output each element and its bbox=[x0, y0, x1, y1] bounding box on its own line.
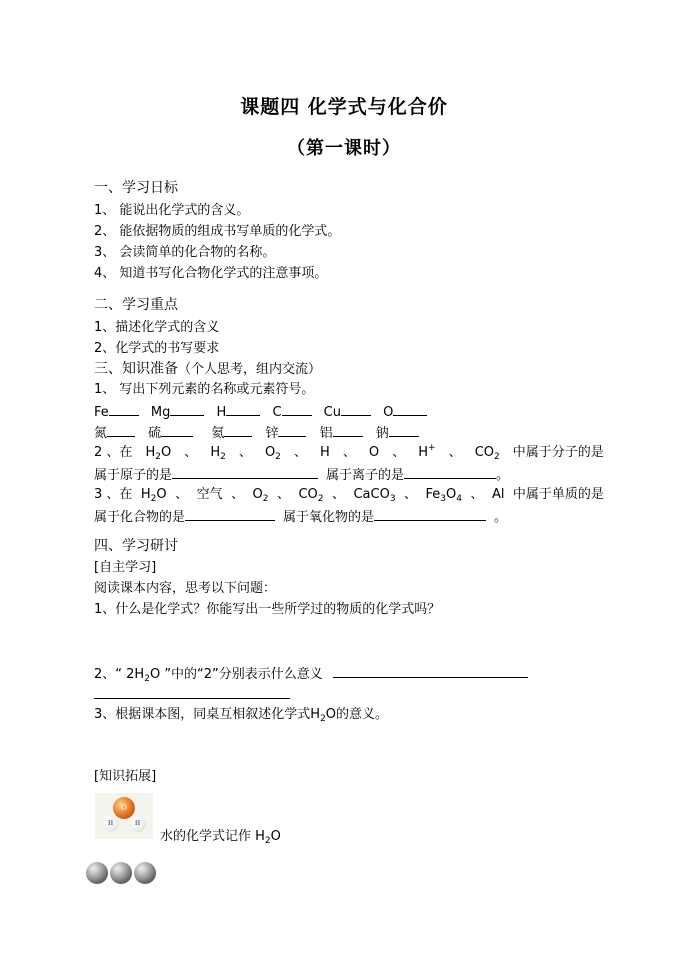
formula-caco3: CaCO$_3$ bbox=[353, 487, 396, 504]
q3-text-start: 3、根据课本图，同桌互相叙述化学式 bbox=[94, 707, 311, 722]
goal-item-4: 4、 知道书写化合物化学式的注意事项。 bbox=[94, 266, 328, 281]
goal-item-3: 3、 会读简单的化合物的名称。 bbox=[94, 245, 276, 260]
symbol-mg: Mg bbox=[150, 405, 171, 420]
key-point-2: 2、化学式的书写要求 bbox=[94, 341, 220, 356]
blank-helium[interactable] bbox=[224, 423, 252, 437]
blank-fe[interactable] bbox=[109, 402, 139, 416]
blank-h[interactable] bbox=[226, 402, 260, 416]
prep-question-3-line2 bbox=[94, 507, 507, 527]
blank-atoms[interactable] bbox=[172, 465, 318, 479]
hydrogen-atom-left bbox=[102, 815, 119, 832]
water-molecule-image bbox=[95, 793, 153, 839]
q2-meaning-text: ”中的“2”分别表示什么意义 bbox=[164, 667, 323, 682]
section-heading-study: 四、学习研讨 bbox=[94, 538, 178, 554]
formula-co2-q3: $CO_2$ bbox=[298, 487, 324, 504]
formula-h2o-q3-study: $H_2O$ bbox=[310, 707, 337, 724]
blank-cu[interactable] bbox=[341, 402, 371, 416]
prep-question-2-line2 bbox=[94, 465, 509, 485]
water-formula-caption: 水的化学式记作 $H_2O$ bbox=[160, 829, 281, 846]
goal-item-2: 2、 能依据物质的组成书写单质的化学式。 bbox=[94, 224, 341, 239]
page-title: 课题四 化学式与化合价 bbox=[240, 96, 448, 118]
self-study-instruction: 阅读课本内容，思考以下问题： bbox=[94, 581, 277, 596]
knowledge-extension-label: [知识拓展] bbox=[94, 769, 157, 784]
blank-ions[interactable] bbox=[404, 465, 496, 479]
hydrogen-atom-label-left: H bbox=[107, 819, 114, 827]
air-label: 空气 bbox=[196, 487, 223, 502]
symbol-cu: Cu bbox=[323, 405, 341, 420]
blank-sulfur[interactable] bbox=[161, 423, 193, 437]
name-zinc: 锌 bbox=[265, 426, 279, 441]
sphere-3 bbox=[134, 862, 156, 884]
formula-h2: $H_2$ bbox=[210, 445, 226, 462]
q3-mid: 中属于单质的是 bbox=[512, 487, 604, 502]
three-spheres-image bbox=[86, 862, 161, 884]
section-heading-preparation-row bbox=[94, 360, 321, 379]
oxygen-atom-label: O bbox=[121, 803, 127, 812]
q2-quote-open: 2、“ bbox=[94, 667, 123, 682]
ion-h-plus: H+ bbox=[418, 443, 436, 460]
name-nitrogen: 氮 bbox=[94, 426, 108, 441]
blank-nitrogen[interactable] bbox=[107, 423, 135, 437]
study-question-2-continued bbox=[94, 685, 290, 705]
symbol-h: H bbox=[216, 405, 227, 420]
symbol-c: C bbox=[272, 405, 282, 420]
goal-item-1: 1、 能说出化学式的含义。 bbox=[94, 203, 250, 218]
formula-o2: $O_2$ bbox=[264, 445, 281, 462]
symbol-o-atom: O bbox=[368, 445, 380, 460]
prep-question-2-line1: 2 、在 $H_2O$ 、 $H_2$ 、 $O_2$ 、 H 、 O 、 H+ 、 $CO_2$ 中属于分子的是 bbox=[94, 443, 604, 462]
q3-text-end: 的意义。 bbox=[336, 707, 389, 722]
prep-question-3-line1: 3 、在 $H_2O$ 、 空气 、 $O_2$ 、 $CO_2$ 、 CaCO$_3$ 、 $Fe_3O_4$ 、 Al 中属于单质的是 bbox=[94, 487, 604, 504]
formula-o2-q3: $O_2$ bbox=[252, 487, 269, 504]
name-helium: 氦 bbox=[211, 426, 225, 441]
name-sodium: 钠 bbox=[375, 426, 389, 441]
symbol-h-atom: H bbox=[320, 445, 330, 460]
blank-compounds[interactable] bbox=[185, 507, 275, 521]
formula-2h2o: $2H_2O$ bbox=[122, 667, 165, 684]
section-heading-preparation: 三、知识准备 bbox=[94, 361, 178, 377]
hydrogen-atom-right bbox=[129, 815, 146, 832]
key-point-1: 1、描述化学式的含义 bbox=[94, 320, 220, 335]
formula-h2o-q3: $H_2O$ bbox=[140, 487, 167, 504]
preparation-note: （个人思考，组内交流） bbox=[178, 362, 322, 377]
section-heading-goals: 一、学习日标 bbox=[94, 180, 178, 196]
symbol-fe: Fe bbox=[94, 405, 109, 420]
formula-h2o: $H_2O$ bbox=[145, 445, 172, 462]
name-sulfur: 硫 bbox=[148, 426, 162, 441]
water-caption-end: O bbox=[270, 829, 281, 844]
sphere-2 bbox=[110, 862, 132, 884]
blank-2h2o-meaning[interactable] bbox=[333, 664, 528, 678]
blank-zinc[interactable] bbox=[278, 423, 306, 437]
name-aluminum: 铝 bbox=[319, 426, 333, 441]
blank-oxides[interactable] bbox=[374, 507, 486, 521]
element-names-row bbox=[94, 423, 419, 443]
q3-oxide-label: 属于氧化物的是 bbox=[283, 510, 375, 525]
blank-sodium[interactable] bbox=[389, 423, 419, 437]
q2-mid: 中属于分子的是 bbox=[512, 445, 604, 460]
element-symbols-row bbox=[94, 402, 427, 422]
formula-co2: $CO_2$ bbox=[474, 445, 500, 462]
symbol-o: O bbox=[383, 405, 394, 420]
q2-end: 。 bbox=[496, 468, 510, 483]
q3-end: 。 bbox=[494, 510, 508, 525]
q3-compound-label: 属于化合物的是 bbox=[94, 510, 186, 525]
q2-intro: 2 、在 bbox=[94, 445, 133, 460]
self-study-label: [自主学习] bbox=[94, 560, 157, 575]
blank-c[interactable] bbox=[282, 402, 312, 416]
prep-question-1: 1、 写出下列元素的名称或元素符号。 bbox=[94, 382, 315, 397]
symbol-al: Al bbox=[491, 487, 505, 502]
blank-2h2o-meaning-2[interactable] bbox=[94, 685, 290, 699]
q2-atom-label: 属于原子的是 bbox=[94, 468, 173, 483]
study-question-1: 1、什么是化学式？你能写出一些所学过的物质的化学式吗？ bbox=[94, 602, 441, 617]
hydrogen-atom-label-right: H bbox=[134, 819, 141, 827]
blank-o[interactable] bbox=[393, 402, 427, 416]
page-subtitle: （第一课时） bbox=[287, 138, 401, 159]
q2-ion-label: 属于离子的是 bbox=[326, 468, 405, 483]
study-question-3 bbox=[94, 706, 388, 724]
blank-aluminum[interactable] bbox=[333, 423, 363, 437]
q3-intro: 3 、在 bbox=[94, 487, 133, 502]
formula-fe3o4: $Fe_3O_4$ bbox=[425, 487, 462, 504]
section-heading-key-points: 二、学习重点 bbox=[94, 297, 178, 313]
study-question-2 bbox=[94, 664, 528, 684]
water-caption-text: 水的化学式记作 H bbox=[160, 829, 265, 844]
blank-mg[interactable] bbox=[170, 402, 204, 416]
sphere-1 bbox=[86, 862, 108, 884]
